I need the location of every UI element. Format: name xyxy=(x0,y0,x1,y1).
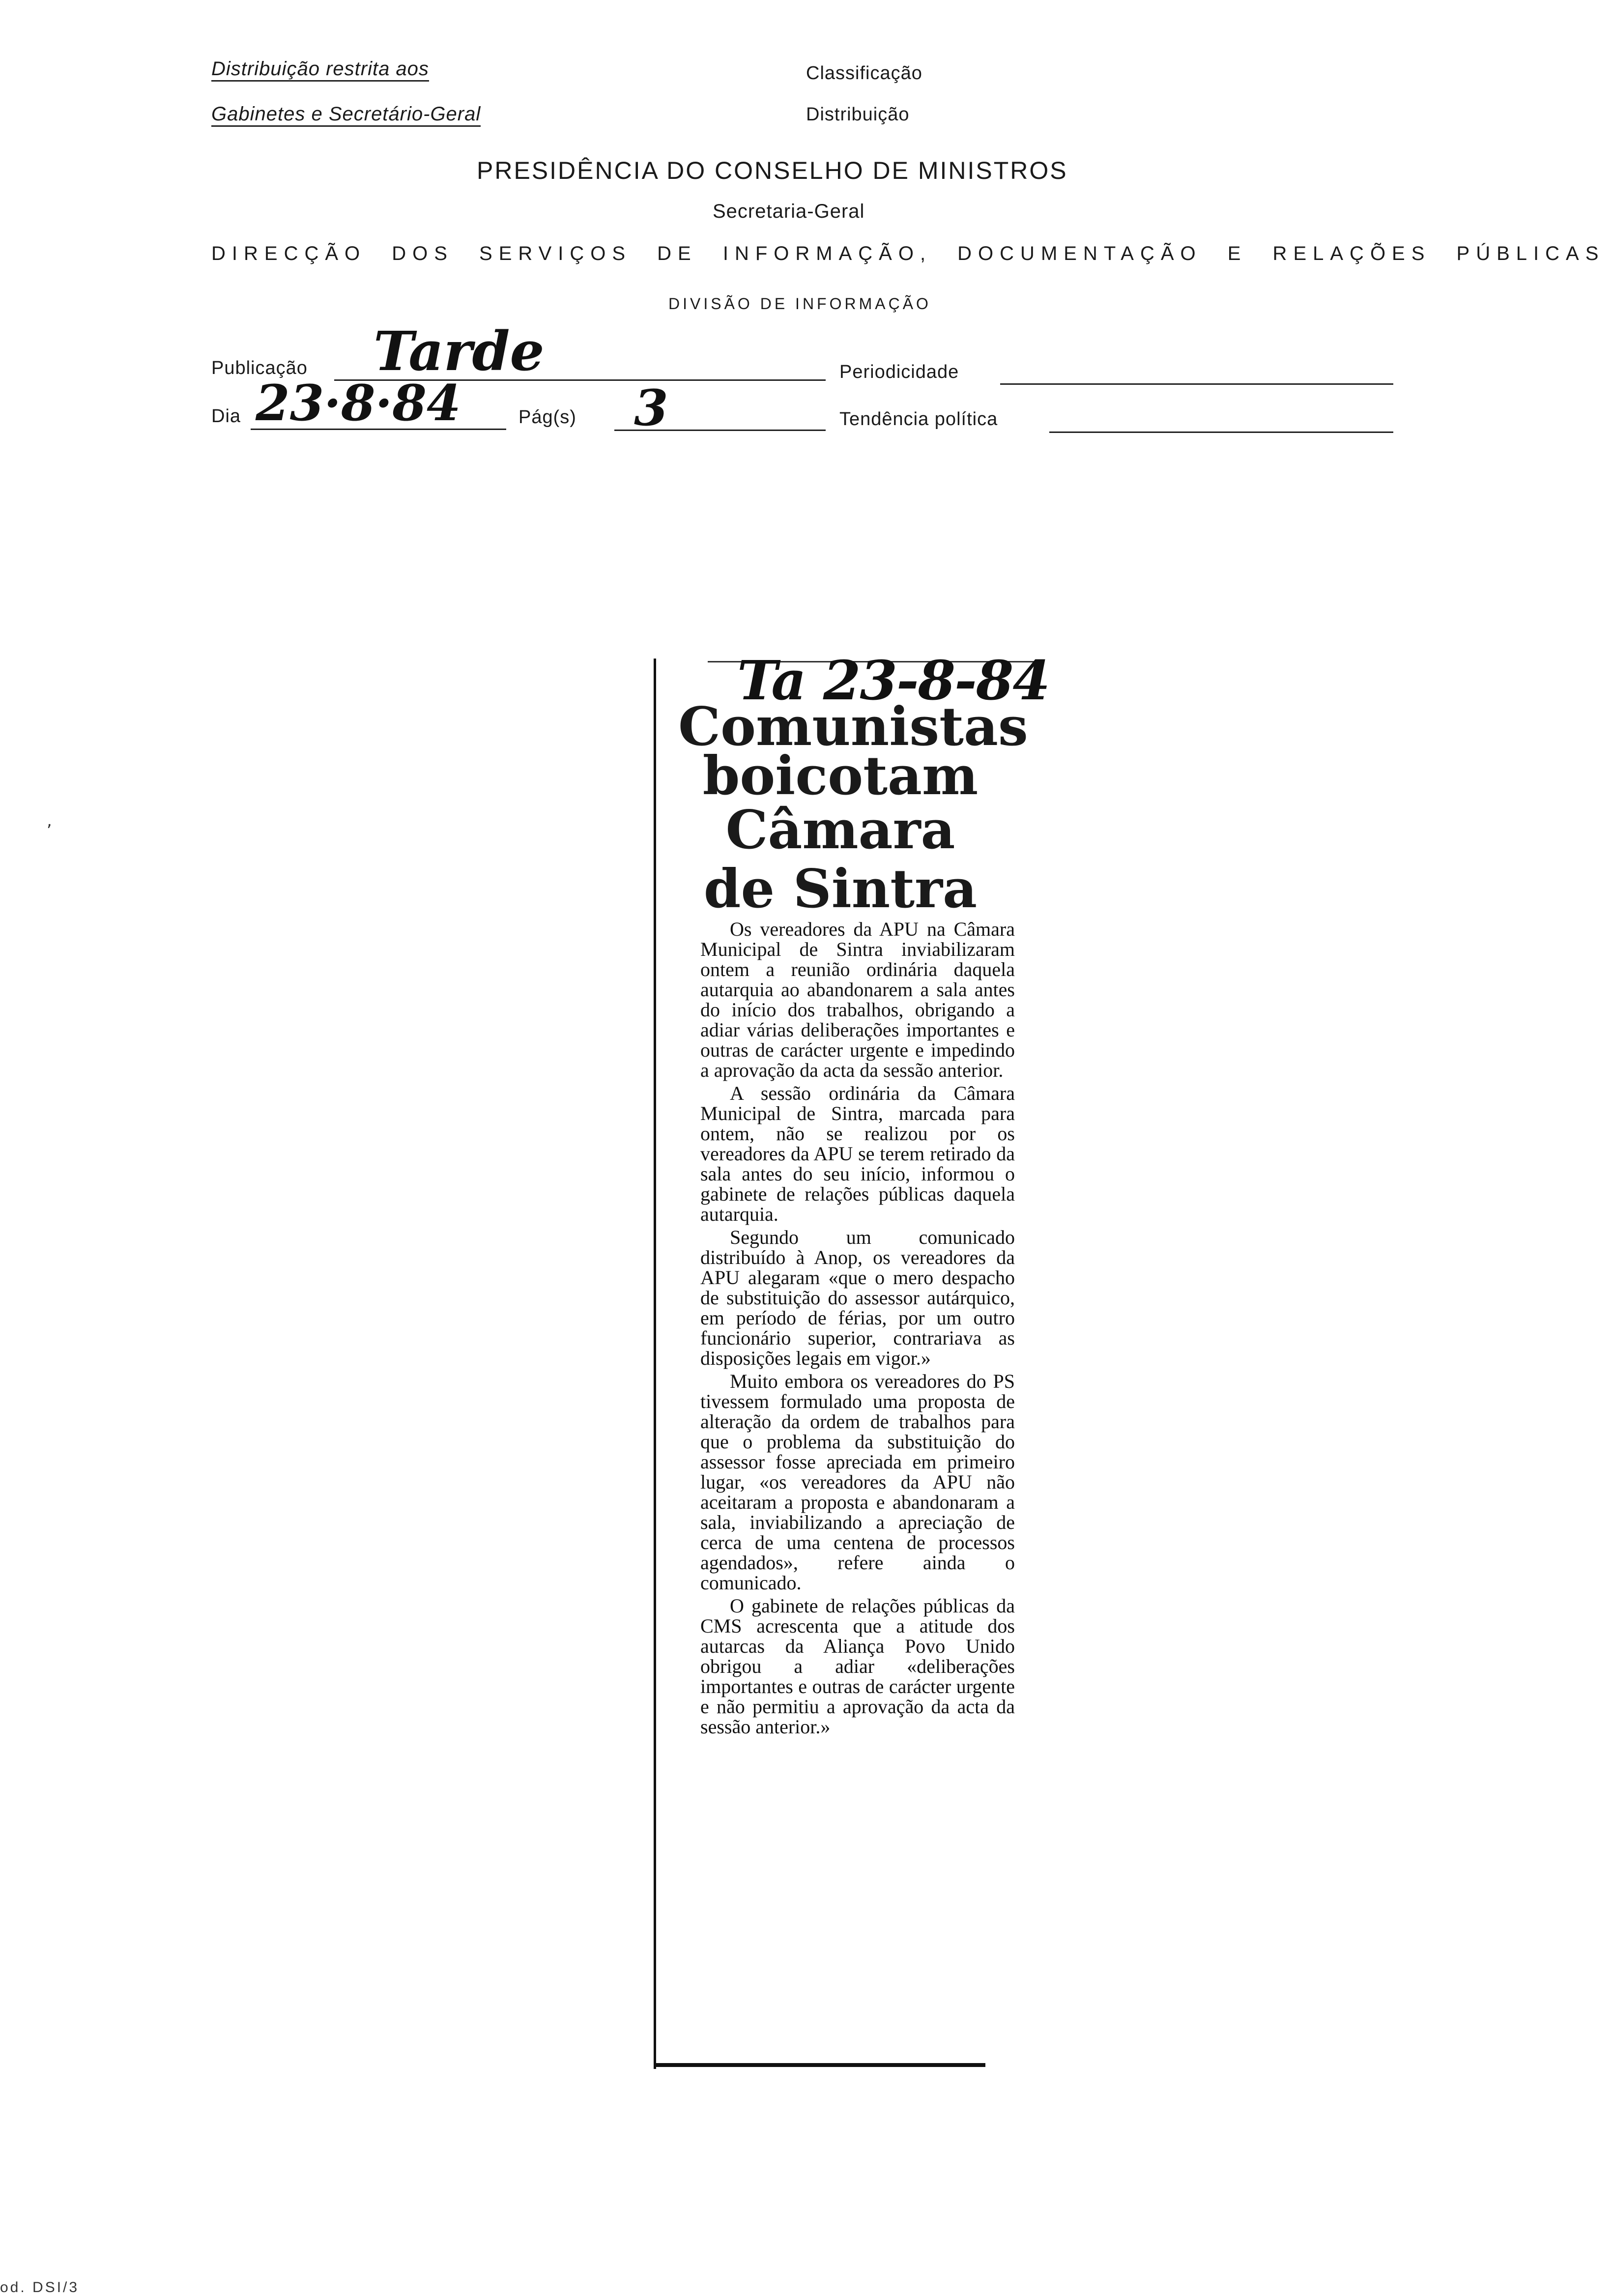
article-paragraph: A sessão ordinária da Câmara Municipal de Sintra, marcada para ontem, não se realizou por os vereadores da APU se terem retirado da sala antes do seu início, informou o gabinete de relações públicas daquela autarquia. xyxy=(700,1082,1015,1225)
article-paragraph: Segundo um comunicado distribuído à Anop, os vereadores da APU alegaram «que o mero despacho de substituição do assessor autárquico, em período de férias, por um outro funcionário superior, contrariava as disposições legais em vigor.» xyxy=(700,1226,1015,1369)
handwritten-clipping-stamp: Ta 23-8-84 xyxy=(737,649,1049,712)
article-paragraph: Os vereadores da APU na Câmara Municipal de Sintra inviabilizaram ontem a reunião ordinária daquela autarquia ao abandonarem a sala antes do início dos trabalhos, obrigando a adiar várias deliberações importantes e outras de carácter urgente e impedindo a aprovação da acta da sessão anterior. xyxy=(700,918,1015,1081)
headline-line-4: de Sintra xyxy=(703,858,978,920)
publication-value-handwritten: Tarde xyxy=(374,319,545,383)
publication-label: Publicação xyxy=(211,358,308,378)
classification-label: Classificação xyxy=(806,63,922,84)
distribution-label: Distribuição xyxy=(806,104,910,125)
periodicity-label: Periodicidade xyxy=(839,362,959,382)
distribution-restricted-label: Distribuição restrita aos xyxy=(211,58,429,82)
pages-label: Pág(s) xyxy=(518,407,576,428)
article-body xyxy=(700,919,1015,1740)
distribution-cabinets-label: Gabinetes e Secretário-Geral xyxy=(211,103,481,127)
article-paragraph: O gabinete de relações públicas da CMS acrescenta que a atitude dos autarcas da Aliança Povo Unido obrigou a adiar «deliberações importantes e outras de carácter urgente e não permitiu a aprovação da acta da sessão anterior.» xyxy=(700,1595,1015,1738)
org-title: PRESIDÊNCIA DO CONSELHO DE MINISTROS xyxy=(477,157,1068,184)
footer-code: od. DSI/3 xyxy=(0,2279,80,2296)
clipping-bottom-border xyxy=(654,2063,985,2067)
day-value-handwritten: 23·8·84 xyxy=(256,374,461,432)
org-subtitle: Secretaria-Geral xyxy=(713,201,865,222)
political-tendency-label: Tendência política xyxy=(839,409,998,430)
headline-line-3: Câmara xyxy=(725,799,955,861)
pages-value-handwritten: 3 xyxy=(634,379,668,437)
margin-mark: , xyxy=(47,811,52,831)
headline-line-2: boicotam xyxy=(702,745,979,807)
division-title: DIVISÃO DE INFORMAÇÃO xyxy=(668,295,931,313)
headline-line-1: Comunistas xyxy=(678,696,1028,758)
directorate-title: DIRECÇÃO DOS SERVIÇOS DE INFORMAÇÃO, DOCUMENTAÇÃO E RELAÇÕES PÚBLICAS xyxy=(211,243,1605,264)
political-tendency-underline xyxy=(1049,431,1393,433)
article-paragraph: Muito embora os vereadores do PS tivessem formulado uma proposta de alteração da ordem de trabalhos para que o problema da substituição do assessor fosse apreciada em primeiro lugar, «os vereadores da APU não aceitaram a proposta e abandonaram a sala, inviabilizando a apreciação de cerca de uma centena de processos agendados», refere ainda o comunicado. xyxy=(700,1370,1015,1594)
day-label: Dia xyxy=(211,406,241,427)
periodicity-underline xyxy=(1000,383,1393,385)
